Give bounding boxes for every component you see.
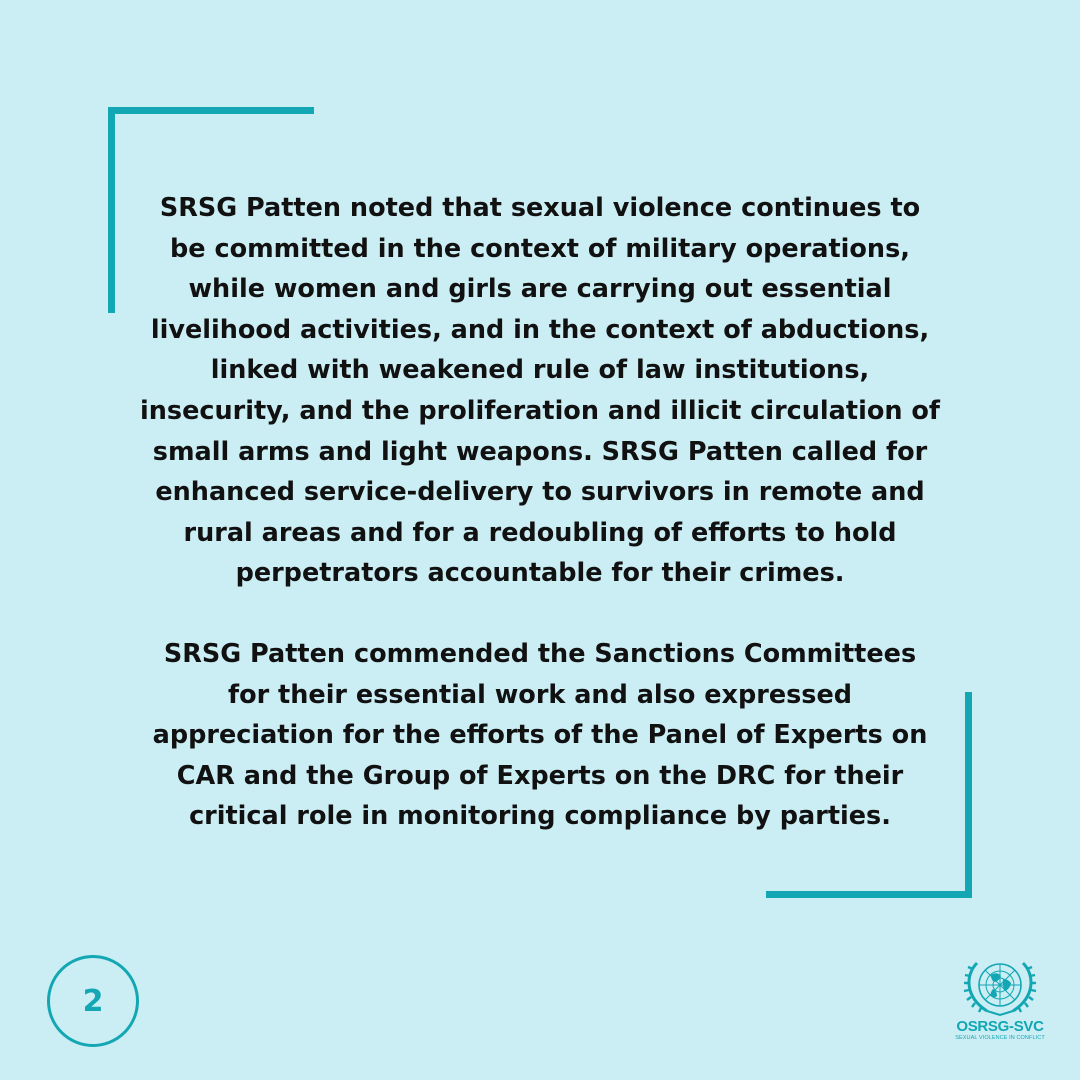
logo-tagline: SEXUAL VIOLENCE IN CONFLICT [955, 1035, 1045, 1041]
statement-paragraph-2: SRSG Patten commended the Sanctions Committees for their essential work and also expressed appreciation for the efforts of the Panel of Experts on CAR and the Group of Experts on the DRC for their critical role in monitoring compliance by parties. [152, 638, 928, 832]
osrsg-svc-logo [954, 955, 1046, 1042]
statement-paragraph-1: SRSG Patten noted that sexual violence continues to be committed in the context of military operations, while women and girls are carrying out essential livelihood activities, and in the context of abductions, linked with weakened rule of law institutions, insecurity, and the proliferation and illicit circulation of small arms and light weapons. SRSG Patten called for enhanced service-delivery to survivors in remote and rural areas and for a redoubling of efforts to hold perpetrators accountable for their crimes. [140, 193, 940, 589]
un-emblem-icon [961, 955, 1039, 1017]
logo-wordmark: OSRSG-SVC [956, 1018, 1044, 1035]
page-number: 2 [82, 983, 104, 1019]
statement-text [140, 188, 940, 837]
page-number-badge [47, 955, 139, 1047]
